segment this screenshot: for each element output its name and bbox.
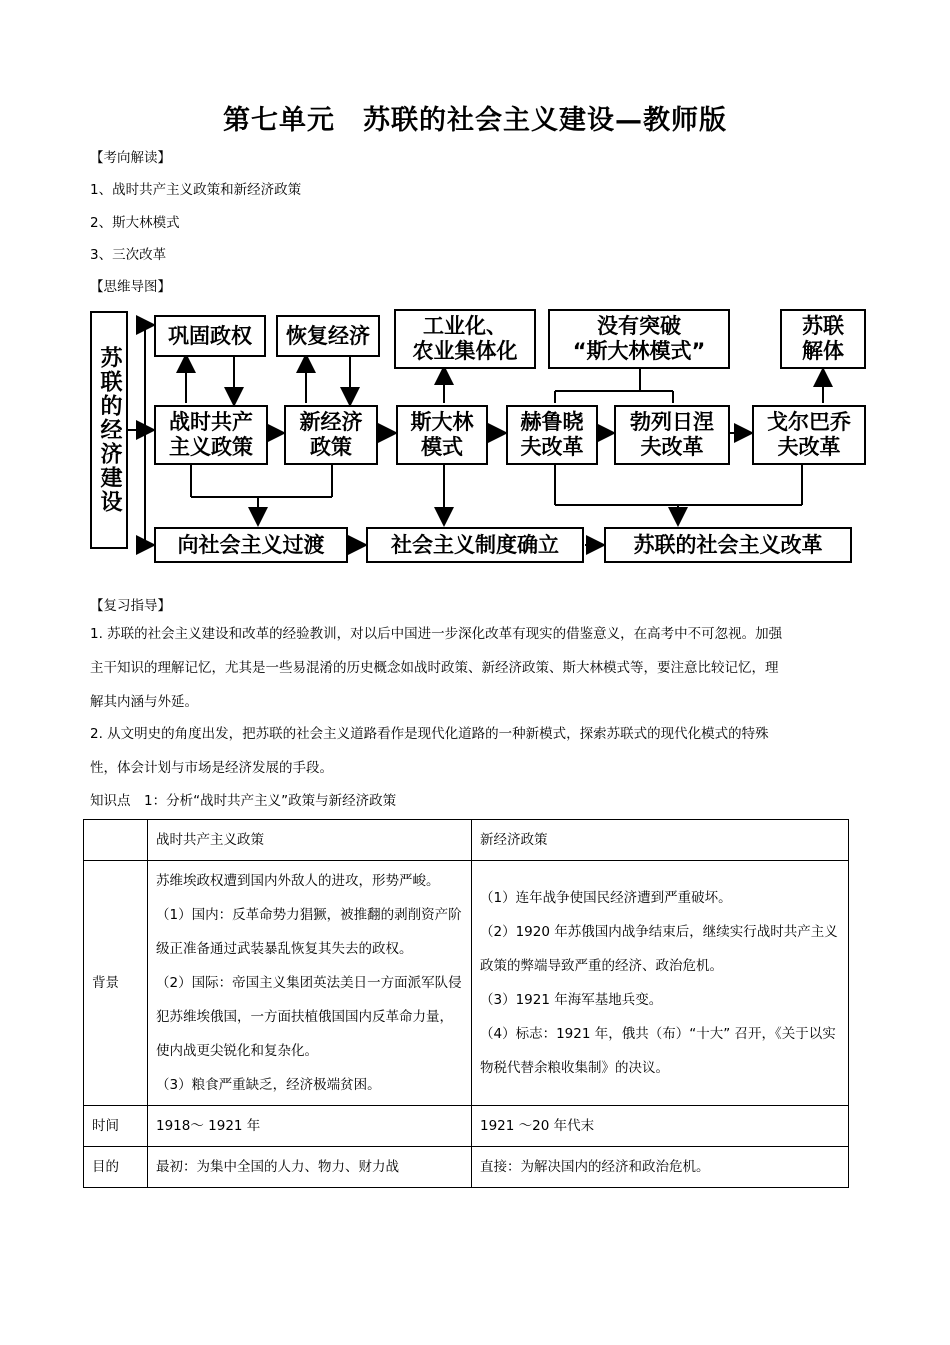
cell-paragraph: （1）国内：反革命势力猖獗，被推翻的剥削资产阶级正准备通过武装暴乱恢复其失去的政权。 bbox=[156, 907, 462, 957]
kaoxiang-item: 3、三次改革 bbox=[90, 247, 167, 263]
row-label: 目的 bbox=[84, 1147, 148, 1188]
node-restore-economy: 恢复经济 bbox=[276, 315, 380, 357]
mind-map-diagram bbox=[88, 305, 870, 575]
cell-nep-background bbox=[472, 861, 849, 1106]
header-cell: 新经济政策 bbox=[472, 820, 849, 861]
node-gorbachev-reform: 戈尔巴乔 夫改革 bbox=[752, 405, 866, 465]
cell-paragraph: （2）国际：帝国主义集团英法美日一方面派军队侵犯苏维埃俄国，一方面扶植俄国国内反革命力量，使内战更尖锐化和复杂化。 bbox=[156, 975, 462, 1059]
node-nep: 新经济 政策 bbox=[284, 405, 378, 465]
node-ussr-dissolution: 苏联 解体 bbox=[780, 309, 866, 369]
row-label: 时间 bbox=[84, 1106, 148, 1147]
comparison-table bbox=[83, 819, 849, 1188]
kaoxiang-item: 2、斯大林模式 bbox=[90, 215, 180, 231]
cell-paragraph: （2）1920 年苏俄国内战争结束后，继续实行战时共产主义政策的弊端导致严重的经济、政治危机。 bbox=[480, 924, 838, 974]
table-row-goal bbox=[84, 1147, 849, 1188]
knowledge-point-heading: 知识点 1：分析“战时共产主义”政策与新经济政策 bbox=[90, 793, 397, 809]
section-heading-mindmap: 【思维导图】 bbox=[90, 279, 171, 295]
node-socialist-reform: 苏联的社会主义改革 bbox=[604, 527, 852, 563]
cell-war-communism-background bbox=[148, 861, 472, 1106]
node-khrushchev-reform: 赫鲁晓 夫改革 bbox=[506, 405, 598, 465]
table-row-background bbox=[84, 861, 849, 1106]
fuxi-paragraph-2: 2. 从文明史的角度出发，把苏联的社会主义道路看作是现代化道路的一种新模式，探索苏联式的现代化模式的特殊性，体会计划与市场是经济发展的手段。 bbox=[90, 726, 769, 776]
cell-nep-goal: 直接：为解决国内的经济和政治危机。 bbox=[472, 1147, 849, 1188]
node-consolidate-power: 巩固政权 bbox=[154, 315, 266, 357]
cell-nep-time: 1921 ～20 年代末 bbox=[472, 1106, 849, 1147]
node-brezhnev-reform: 勃列日涅 夫改革 bbox=[614, 405, 730, 465]
cell-paragraph: （3）粮食严重缺乏，经济极端贫困。 bbox=[156, 1077, 381, 1093]
cell-war-communism-time: 1918～ 1921 年 bbox=[148, 1106, 472, 1147]
table-header-row bbox=[84, 820, 849, 861]
section-heading-fuxi: 【复习指导】 bbox=[90, 598, 171, 614]
header-cell: 战时共产主义政策 bbox=[148, 820, 472, 861]
node-transition-socialism: 向社会主义过渡 bbox=[154, 527, 348, 563]
header-cell bbox=[84, 820, 148, 861]
table-row-time bbox=[84, 1106, 849, 1147]
node-industrialization: 工业化、 农业集体化 bbox=[394, 309, 536, 369]
node-stalin-model: 斯大林 模式 bbox=[396, 405, 488, 465]
row-label: 背景 bbox=[84, 861, 148, 1106]
page-title: 第七单元 苏联的社会主义建设—教师版 bbox=[223, 105, 727, 136]
fuxi-paragraph-1: 1. 苏联的社会主义建设和改革的经验教训，对以后中国进一步深化改革有现实的借鉴意义，在高考中不可忽视。加强主干知识的理解记忆，尤其是一些易混淆的历史概念如战时政策、新经济政策、斯大林模式等，要注意比较记忆，理解其内涵与外延。 bbox=[90, 626, 783, 710]
mindmap-root: 苏联的经济建设 bbox=[90, 311, 128, 549]
node-system-established: 社会主义制度确立 bbox=[366, 527, 584, 563]
cell-paragraph: 苏维埃政权遭到国内外敌人的进攻，形势严峻。 bbox=[156, 873, 440, 889]
kaoxiang-item: 1、战时共产主义政策和新经济政策 bbox=[90, 182, 302, 198]
cell-war-communism-goal: 最初：为集中全国的人力、物力、财力战 bbox=[148, 1147, 472, 1188]
cell-paragraph: （4）标志：1921 年，俄共（布）“十大” 召开，《关于以实物税代替余粮收集制》的决议。 bbox=[480, 1026, 836, 1076]
node-war-communism: 战时共产 主义政策 bbox=[154, 405, 268, 465]
node-no-breakthrough: 没有突破 “斯大林模式” bbox=[548, 309, 730, 369]
cell-paragraph: （1）连年战争使国民经济遭到严重破坏。 bbox=[480, 890, 732, 906]
cell-paragraph: （3）1921 年海军基地兵变。 bbox=[480, 992, 663, 1008]
section-heading-kaoxiang: 【考向解读】 bbox=[90, 150, 171, 166]
